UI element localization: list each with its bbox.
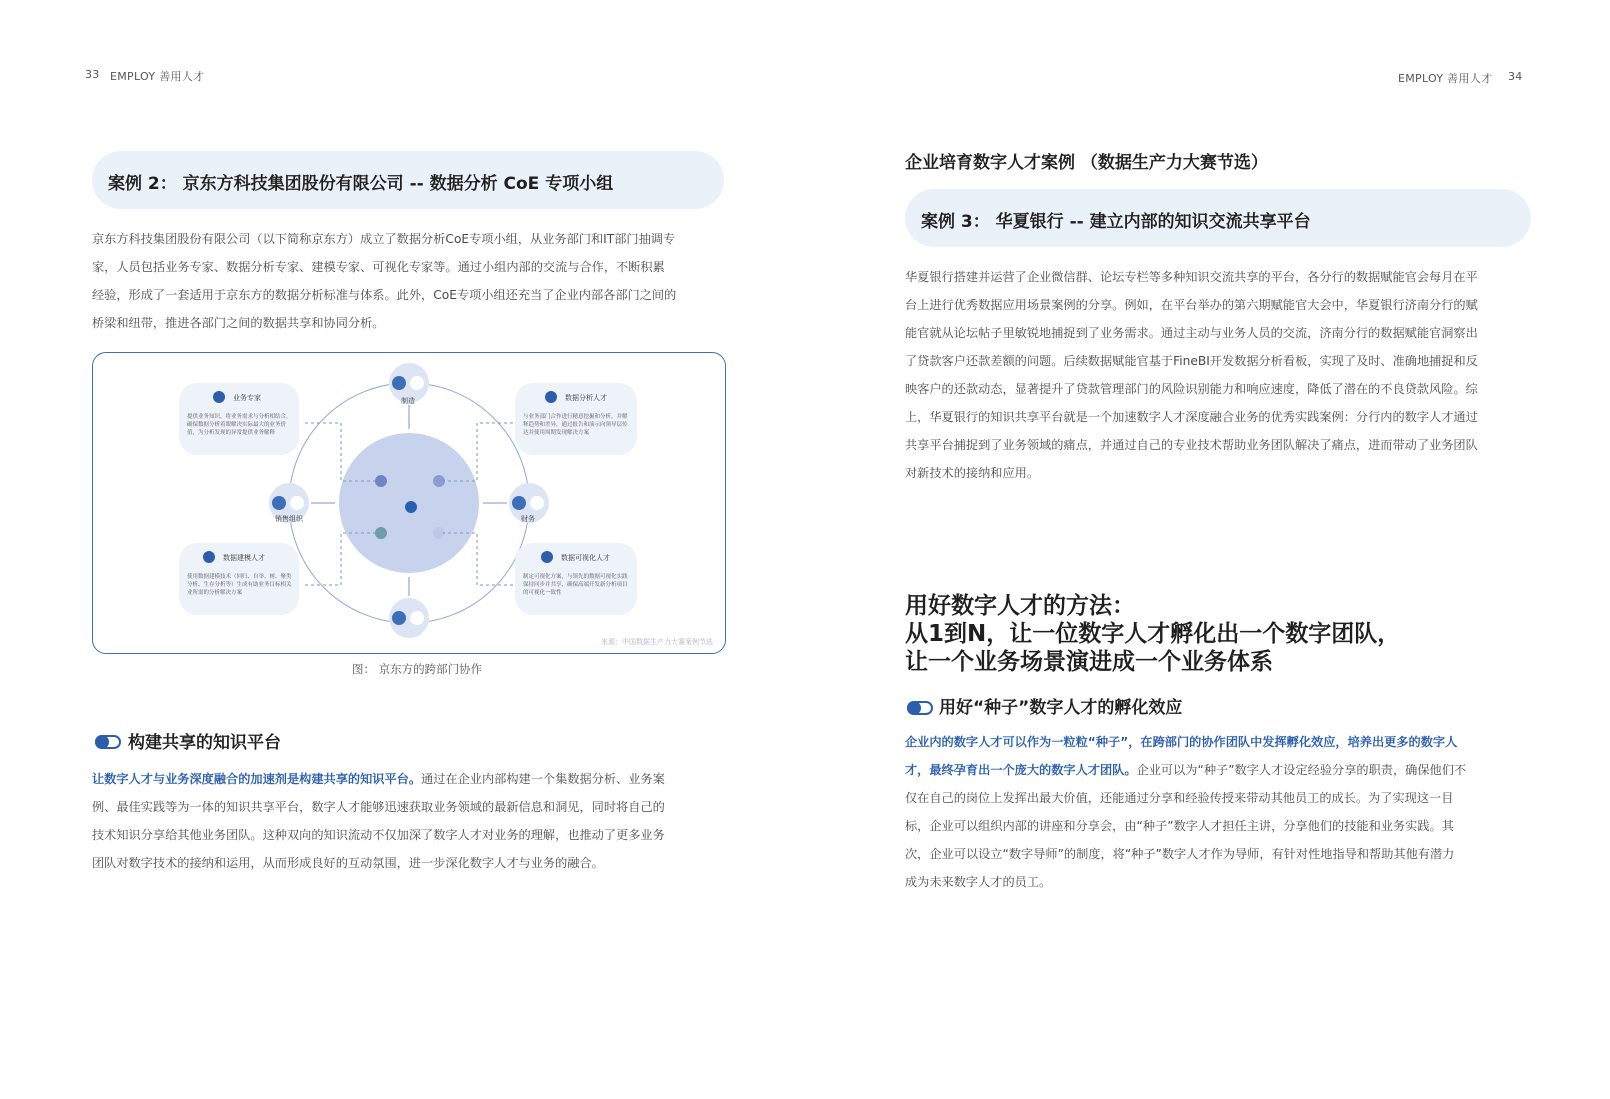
role-card-data-visualizer xyxy=(515,543,637,615)
seed-line: 标，企业可以组织内部的讲座和分享会，由“种子”数字人才担任主讲，分享他们的技能和业务实践。其 xyxy=(905,819,1454,833)
person-icon xyxy=(203,551,215,563)
case2-title: 案例 2： 京东方科技集团股份有限公司 -- 数据分析 CoE 专项小组 xyxy=(108,174,614,194)
section-toggle-icon xyxy=(95,731,121,750)
header-brand-right: EMPLOY 善用人才 xyxy=(1398,72,1493,85)
role-card-data-modeler xyxy=(179,543,299,615)
seed-line: 仅在自己的岗位上发挥出最大价值，还能通过分享和经验传授来带动其他员工的成长。为了实现这一目 xyxy=(905,791,1454,805)
role-card-data-analyst xyxy=(515,383,637,455)
method-title-line: 从1到N，让一位数字人才孵化出一个数字团队， xyxy=(905,621,1401,647)
role-title: 数据建模人才 xyxy=(223,554,265,562)
case2-body xyxy=(92,225,728,337)
page-number-left: 33 xyxy=(85,68,100,81)
case3-line: 了贷款客户还款差额的问题。后续数据赋能官基于FineBI开发数据分析看板，实现了及时、准确地捕捉和反 xyxy=(905,354,1478,368)
center-dot xyxy=(405,501,417,513)
role-card-business-expert xyxy=(179,383,299,455)
case3-line: 能官就从论坛帖子里敏锐地捕捉到了业务需求。通过主动与业务人员的交流，济南分行的数据赋能官洞察出 xyxy=(905,326,1478,340)
case3-title: 案例 3： 华夏银行 -- 建立内部的知识交流共享平台 xyxy=(921,212,1311,232)
case2-line: 家，人员包括业务专家、数据分析专家、建模专家、可视化专家等。通过小组内部的交流与合作，不断积累 xyxy=(92,260,665,274)
role-desc: 提供业务知识，将业务需求与分析相结合，确保数据分析着眼解决实际最大的业务价值，为分析发现的异常提供业务解释 xyxy=(187,414,292,436)
node-label-left: 销售组织 xyxy=(275,515,303,523)
center-dot xyxy=(375,475,387,487)
header-brand-left: EMPLOY 善用人才 xyxy=(110,70,205,83)
case2-line: 桥梁和纽带，推进各部门之间的数据共享和协同分析。 xyxy=(92,316,385,330)
case3-line: 台上进行优秀数据应用场景案例的分享。例如，在平台举办的第六期赋能官大会中，华夏银行济南分行的赋 xyxy=(905,298,1478,312)
seed-line: 次，企业可以设立“数字导师”的制度，将“种子”数字人才作为导师，有针对性地指导和帮助其他有潜力 xyxy=(905,847,1455,861)
knowledge-platform-body xyxy=(92,765,728,877)
case2-title-banner xyxy=(92,151,724,209)
node-label-right: 财务 xyxy=(521,515,535,523)
node-bottom xyxy=(389,598,429,638)
seed-body xyxy=(905,728,1533,896)
knowledge-platform-lead: 让数字人才与业务深度融合的加速剂是构建共享的知识平台。 xyxy=(92,772,422,786)
case3-body xyxy=(905,263,1533,487)
case3-line: 共享平台捕捉到了业务领域的痛点，并通过自己的专业技术帮助业务团队解决了痛点，进而带动了业务团队 xyxy=(905,438,1478,452)
page-number-right: 34 xyxy=(1508,70,1523,83)
figure-caption: 图： 京东方的跨部门协作 xyxy=(352,662,483,676)
node-label-top: 制造 xyxy=(401,397,415,405)
knowledge-platform-line: 通过在企业内部构建一个集数据分析、业务案 xyxy=(421,772,665,786)
person-icon xyxy=(545,391,557,403)
center-dot xyxy=(375,527,387,539)
method-title xyxy=(905,592,1400,676)
method-title-line: 用好数字人才的方法： xyxy=(905,593,1135,619)
seed-subtitle: 用好“种子”数字人才的孵化效应 xyxy=(939,698,1183,718)
collaboration-figure xyxy=(92,352,726,654)
case3-line: 映客户的还款动态，显著提升了贷款管理部门的风险识别能力和响应速度，降低了潜在的不良贷款风险。综 xyxy=(905,382,1478,396)
seed-line: 成为未来数字人才的员工。 xyxy=(905,875,1052,889)
seed-lead-line: 才，最终孕育出一个庞大的数字人才团队。 xyxy=(905,763,1137,777)
case2-line: 京东方科技集团股份有限公司（以下简称京东方）成立了数据分析CoE专项小组，从业务部门和IT部门抽调专 xyxy=(92,232,676,246)
seed-lead-line: 企业内的数字人才可以作为一粒粒“种子”，在跨部门的协作团队中发挥孵化效应，培养出更多的数字人 xyxy=(905,735,1458,749)
role-title: 数据可视化人才 xyxy=(561,554,610,562)
case3-line: 上，华夏银行的知识共享平台就是一个加速数字人才深度融合业务的优秀实践案例：分行内的数字人才通过 xyxy=(905,410,1478,424)
right-heading: 企业培育数字人才案例 （数据生产力大赛节选） xyxy=(905,153,1268,173)
knowledge-platform-line: 团队对数字技术的接纳和运用，从而形成良好的互动氛围，进一步深化数字人才与业务的融合。 xyxy=(92,856,604,870)
role-title: 数据分析人才 xyxy=(565,394,607,402)
person-icon xyxy=(213,391,225,403)
case2-line: 经验，形成了一套适用于京东方的数据分析标准与体系。此外，CoE专项小组还充当了企业内部各部门之间的 xyxy=(92,288,677,302)
case3-line: 华夏银行搭建并运营了企业微信群、论坛专栏等多种知识交流共享的平台，各分行的数据赋能官会每月在平 xyxy=(905,270,1478,284)
section-title-knowledge-platform: 构建共享的知识平台 xyxy=(128,733,281,753)
role-desc: 与业务部门合作进行精意挖掘和分析，并解释趋势和差异，通过报告和演示向领导层传达并使用周期发现解决方案 xyxy=(523,414,628,436)
knowledge-platform-line: 技术知识分享给其他业务团队。这种双向的知识流动不仅加深了数字人才对业务的理解，也推动了更多业务 xyxy=(92,828,665,842)
subtitle-toggle-icon xyxy=(907,697,933,716)
case3-line: 对新技术的接纳和应用。 xyxy=(905,466,1040,480)
role-title: 业务专家 xyxy=(233,394,261,402)
person-icon xyxy=(541,551,553,563)
role-desc: 制定可视化方案，与领先的数据可视化实践保持同步并共享，确保高端开发新分析项目的可视化一致性 xyxy=(523,574,628,596)
seed-line: 企业可以为“种子”数字人才设定经验分享的职责，确保他们不 xyxy=(1136,763,1467,777)
figure-source: 来源：中国数据生产力大赛案例节选 xyxy=(601,638,713,646)
case3-title-banner xyxy=(905,189,1531,247)
knowledge-platform-line: 例、最佳实践等为一体的知识共享平台，数字人才能够迅速获取业务领域的最新信息和洞见，同时将自己的 xyxy=(92,800,665,814)
role-desc: 使用数据建模技术（回归、自举、树、聚类分析、生存分析等）生成有助业务目标相关业所需的分析解决方案 xyxy=(187,574,292,596)
method-title-line: 让一个业务场景演进成一个业务体系 xyxy=(905,649,1273,675)
